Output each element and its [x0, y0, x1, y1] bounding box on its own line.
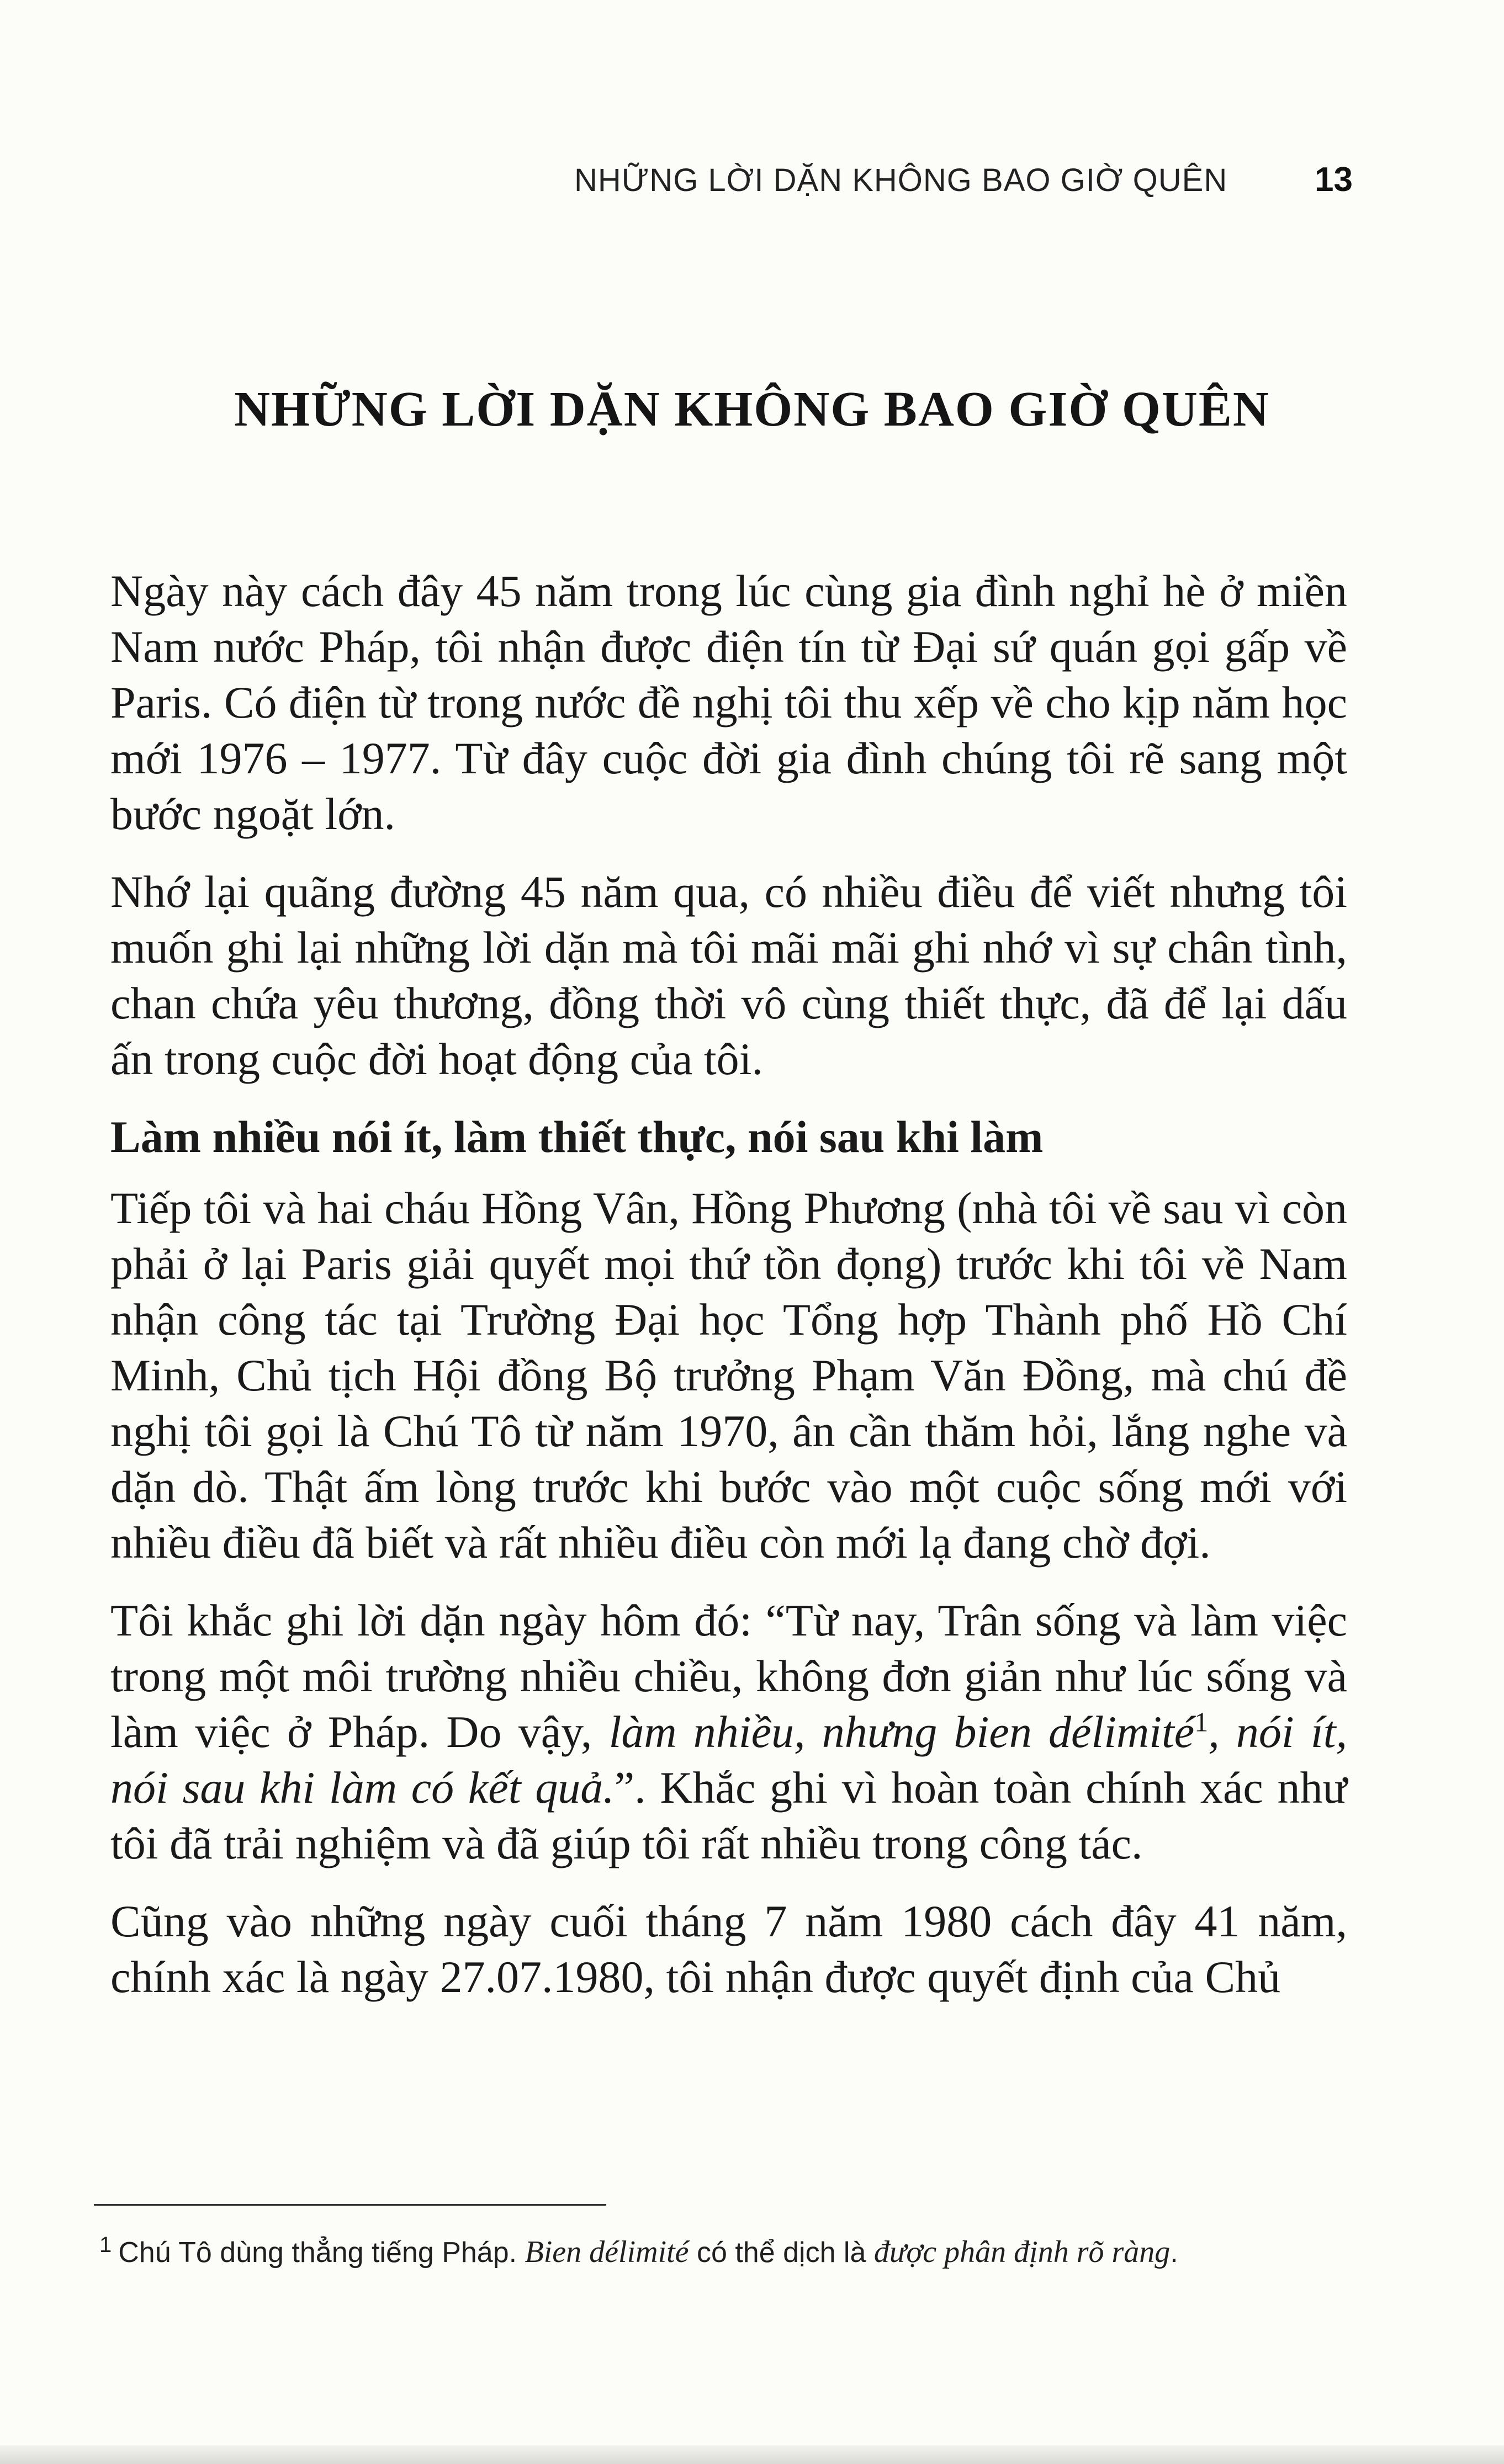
- footnote-italic-2: được phân định rõ ràng: [873, 2235, 1171, 2269]
- paragraph-4: [110, 1592, 1347, 1871]
- paragraph-2: Nhớ lại quãng đường 45 năm qua, có nhiều điều để viết nhưng tôi muốn ghi lại những lời dặn mà tôi mãi mãi ghi nhớ vì sự chân tình, chan chứa yêu thương, đồng thời vô cùng thiết thực, đã để lại dấu ấn trong cuộc đời hoạt động của tôi.: [110, 867, 1347, 1084]
- section-heading: Làm nhiều nói ít, làm thiết thực, nói sau khi làm: [110, 1112, 1044, 1162]
- footnote-text-1: Chú Tô dùng thẳng tiếng Pháp.: [118, 2237, 525, 2269]
- paragraph-4-italic-2: , nói ít, nói sau khi làm có kết quả.: [110, 1707, 1348, 1813]
- footnote-reference[interactable]: 1: [1194, 1706, 1209, 1738]
- running-header: [574, 160, 1353, 199]
- running-title: NHỮNG LỜI DẶN KHÔNG BAO GIỜ QUÊN: [574, 162, 1228, 198]
- body-text: [110, 563, 1347, 2027]
- footnote-italic-1: Bien délimité: [525, 2235, 689, 2269]
- footnote-text-2: có thể dịch là: [689, 2237, 874, 2269]
- paragraph-4-end: ”. Khắc ghi vì hoàn toàn chính xác như tôi đã trải nghiệm và đã giúp tôi rất nhiều trong công tác.: [110, 1762, 1347, 1868]
- page-number: 13: [1315, 161, 1353, 199]
- page-bottom-edge: [0, 2445, 1504, 2464]
- paragraph-3: Tiếp tôi và hai cháu Hồng Vân, Hồng Phương (nhà tôi về sau vì còn phải ở lại Paris giải quyết mọi thứ tồn đọng) trước khi tôi về Nam nhận công tác tại Trường Đại học Tổng hợp Thành phố Hồ Chí Minh, Chủ tịch Hội đồng Bộ trưởng Phạm Văn Đồng, mà chú đề nghị tôi gọi là Chú Tô từ năm 1970, ân cần thăm hỏi, lắng nghe và dặn dò. Thật ấm lòng trước khi bước vào một cuộc sống mới với nhiều điều đã biết và rất nhiều điều còn mới lạ đang chờ đợi.: [110, 1183, 1347, 1568]
- footnote: [99, 2233, 1369, 2272]
- footnote-mark: 1: [99, 2232, 112, 2257]
- footnote-divider: [94, 2204, 606, 2206]
- paragraph-4-start: Tôi khắc ghi lời dặn ngày hôm đó: “Từ nay, Trân sống và làm việc trong một môi trường nhiều chiều, không đơn giản như lúc sống và làm việc ở Pháp. Do vậy,: [110, 1595, 1347, 1757]
- paragraph-5: Cũng vào những ngày cuối tháng 7 năm 1980 cách đây 41 năm, chính xác là ngày 27.07.1980, tôi nhận được quyết định của Chủ: [110, 1896, 1347, 2002]
- chapter-title: NHỮNG LỜI DẶN KHÔNG BAO GIỜ QUÊN: [234, 382, 1270, 437]
- paragraph-4-italic-1: làm nhiều, nhưng bien délimité: [608, 1707, 1195, 1757]
- footnote-text-3: .: [1170, 2237, 1178, 2269]
- paragraph-1: Ngày này cách đây 45 năm trong lúc cùng gia đình nghỉ hè ở miền Nam nước Pháp, tôi nhận được điện tín từ Đại sứ quán gọi gấp về Paris. Có điện từ trong nước đề nghị tôi thu xếp về cho kịp năm học mới 1976 – 1977. Từ đây cuộc đời gia đình chúng tôi rẽ sang một bước ngoặt lớn.: [110, 566, 1347, 839]
